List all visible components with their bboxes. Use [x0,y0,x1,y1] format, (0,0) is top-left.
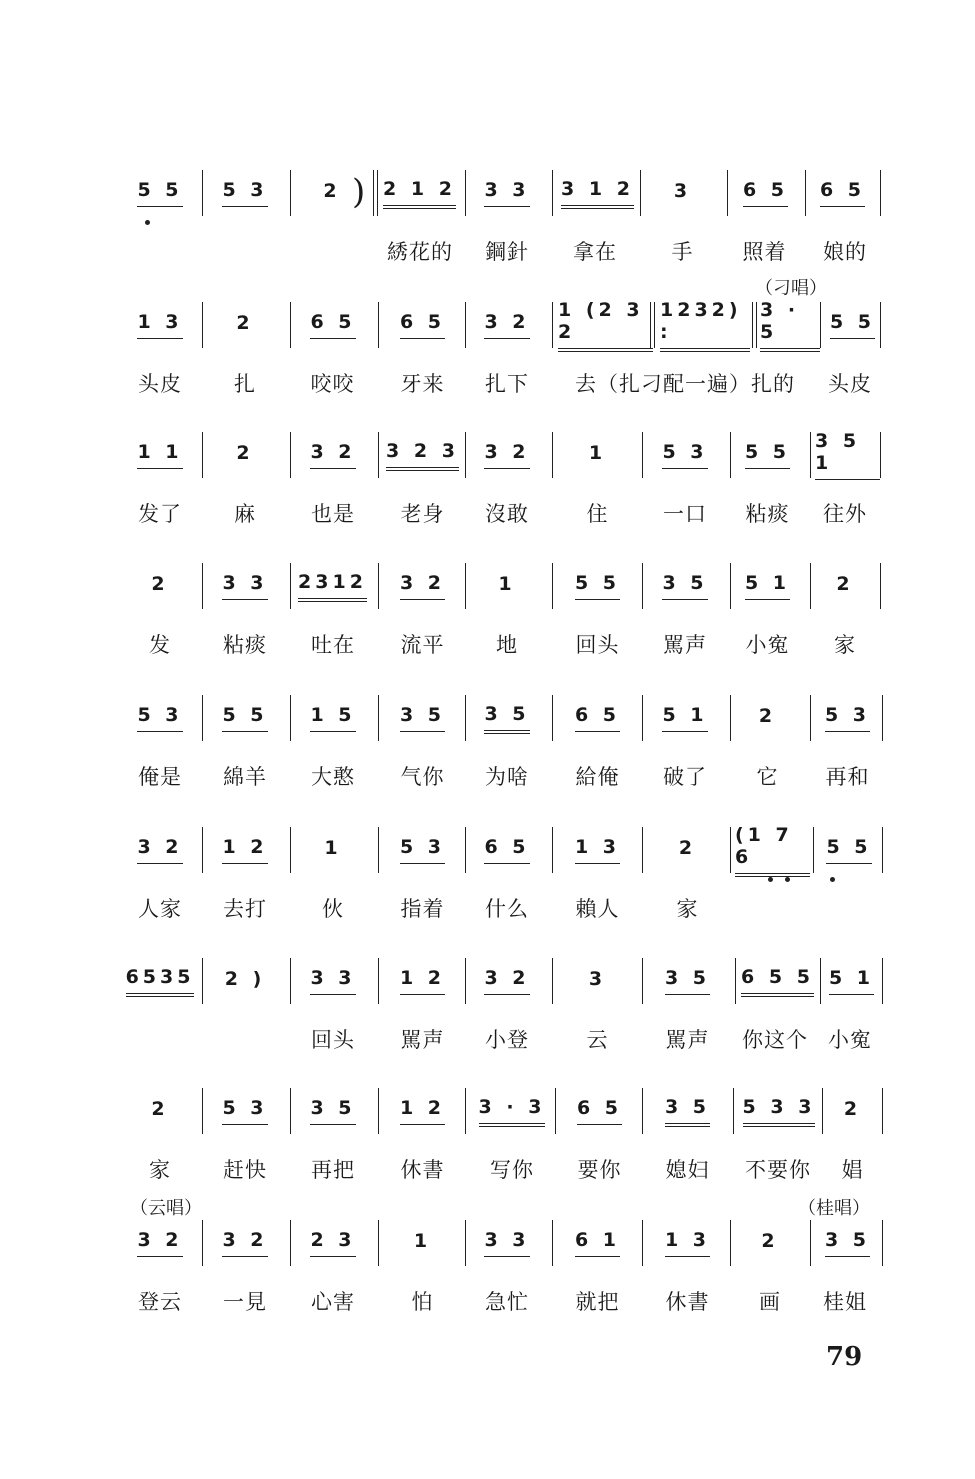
lyric: 駡声 [400,1028,445,1052]
lyric: 就把 [575,1290,620,1314]
barline [202,170,203,216]
note-group: 2 [758,704,777,727]
double-barline [377,170,378,216]
lyric: 娼 [841,1158,864,1182]
barline [813,827,814,873]
note-group: 3 2 3 [386,440,459,471]
notes-row [125,958,890,1004]
lyric: 手 [671,240,694,264]
lyric: 家 [676,897,699,921]
lyric-row [130,496,890,530]
lyric: 老身 [400,502,445,526]
barline [727,170,728,216]
lyric: 气你 [400,765,445,789]
lyric: 头皮 [138,372,182,396]
barline [882,1088,883,1134]
repeat-barline [654,302,655,348]
barline [882,1220,883,1266]
note-group: 3 · 3 [479,1096,546,1127]
lyric: 一見 [223,1290,267,1314]
lyric: 回头 [311,1028,355,1052]
note-group: 2 [836,572,854,595]
lyric: 往外 [823,502,867,526]
note-group: 2 [151,572,169,595]
note-group: 3 5 [662,572,707,600]
note-group: 3 2 [484,441,529,469]
barline [810,563,811,609]
lyric-row [130,891,890,925]
lyric: 也是 [311,502,355,526]
barline [290,432,291,478]
repeat-barline [752,302,753,348]
lyric: 綉花的 [387,240,453,264]
lyric: 它 [756,765,779,789]
lyric: 扎下 [485,372,529,396]
note-group: 3 3 [484,179,529,207]
lyric: 写你 [490,1158,534,1182]
note-group: 3 2 [484,311,529,339]
note-group: 3 2 [310,441,355,469]
lyric: 吐在 [311,633,355,657]
lyric: 云 [586,1028,609,1052]
barline [373,170,374,216]
barline [465,432,466,478]
note-group: 1 2 [400,1097,445,1125]
note-group: 5 5 [137,179,182,207]
note-group: 5 5 [575,572,620,600]
note-group: 5 3 [825,704,870,732]
lyric: 急忙 [485,1290,529,1314]
notes-row [130,563,890,609]
barline [290,170,291,216]
barline [552,302,553,348]
note-group: 6 5 [575,704,620,732]
lyric: 你这个 [742,1028,808,1052]
note-group: 5 5 [830,311,875,339]
note-group: 3 2 [400,572,445,600]
lyric: 家 [149,1158,171,1182]
barline [882,958,883,1004]
barline [202,302,203,348]
note-group: 2 [761,1229,779,1252]
lyric: 牙来 [400,372,445,396]
notes-row [130,432,890,478]
lyric-row [130,759,890,793]
barline [202,432,203,478]
note-group: 6535 [126,966,195,997]
lyric: 拿在 [573,240,617,264]
lyric: 咬咬 [310,372,355,396]
barline [730,1220,731,1266]
barline [810,695,811,741]
barline [552,170,553,216]
lyric: 休書 [665,1290,710,1314]
barline [465,695,466,741]
note-group: 1 [413,1229,432,1252]
note-group: 5 5 [826,836,871,864]
barline [290,827,291,873]
note-group: 3 5 [484,703,529,734]
note-group: 5 5 [745,441,790,469]
page-number: 79 [826,1342,863,1372]
barline [882,695,883,741]
lyric: 发 [149,633,171,657]
note-group: 6 5 [310,311,355,339]
note-group: 6 5 [577,1097,622,1125]
note-group: 3 1 2 [561,178,634,209]
note-group: 3 5 [665,967,710,995]
barline [465,170,466,216]
note-group: 5 5 [222,704,267,732]
note-group: 5 1 [829,967,874,995]
barline [202,1220,203,1266]
barline [642,958,643,1004]
barline [290,695,291,741]
lower-octave-dot [785,877,790,882]
note-group: 5 3 3 [743,1096,816,1127]
barline [756,302,757,348]
note-group: 3 3 [222,572,267,600]
lyric: 小寃 [745,633,790,657]
lyric: 去（扎刁配一遍）扎的 [575,372,795,396]
note-group: 3 5 [400,704,445,732]
barline [465,827,466,873]
barline [290,563,291,609]
note-group: 2 3 [310,1229,355,1257]
barline [733,1088,734,1134]
note-group: 6 1 [575,1229,620,1257]
lyric: 一口 [663,502,707,526]
note-group: 5 3 [662,441,707,469]
barline [290,958,291,1004]
barline [378,563,379,609]
note-group: 1 [498,572,516,595]
lyric: 不要你 [745,1158,811,1182]
barline [552,958,553,1004]
barline [822,1088,823,1134]
lyric: 回头 [575,633,620,657]
barline [552,827,553,873]
barline [555,1088,556,1134]
lyric: 媳妇 [665,1158,710,1182]
barline [465,302,466,348]
barline [730,695,731,741]
barline [882,827,883,873]
barline [552,563,553,609]
barline [805,170,806,216]
note-group: 1 1 [137,441,182,469]
note-group: 1 2 [400,967,445,995]
note-group: 2 [323,179,341,202]
note-group: 3 5 [310,1097,355,1125]
lower-octave-dot [145,220,150,225]
note-group: 1 3 [575,836,620,864]
lyric-row [130,1152,890,1186]
note-group: 2 [678,836,697,859]
lyric: 給俺 [575,765,620,789]
lyric-row [130,234,890,268]
role-marker: （云唱） [130,1198,202,1219]
notes-row [130,170,890,216]
lyric: 住 [586,502,609,526]
lyric: 麻 [234,502,256,526]
barline [290,1088,291,1134]
note-group: 6 5 [820,179,865,207]
role-marker: （刁唱） [755,278,827,299]
note-group: 5 3 [222,1097,267,1125]
lyric: 怕 [411,1290,434,1314]
lyric-row [130,1284,890,1318]
barline [378,302,379,348]
lyric: 发了 [138,502,182,526]
note-group: 1 3 [665,1229,710,1257]
lyric: 再和 [825,765,870,789]
lyric: 要你 [577,1158,622,1182]
notes-row [130,823,890,873]
lyric: 指着 [400,897,445,921]
barline [465,958,466,1004]
barline [552,1220,553,1266]
note-group: 3 5 [825,1229,870,1257]
barline [642,563,643,609]
note-group: 1 2 [222,836,267,864]
barline [880,563,881,609]
barline [378,1088,379,1134]
lower-octave-dot [830,877,835,882]
lyric: 俺是 [138,765,182,789]
barline [378,827,379,873]
lyric: 心害 [311,1290,355,1314]
note-group: 1 (2 3 2 [558,299,653,352]
note-group: 2 [236,311,254,334]
lyric: 家 [834,633,856,657]
note-group: 3 [588,967,607,990]
notes-row [130,1088,890,1134]
lyric-row [130,1022,890,1056]
barline [378,1220,379,1266]
note-group: 3 3 [310,967,355,995]
lyric: 鋼針 [485,240,529,264]
note-group: 6 5 [484,836,529,864]
note-group: 6 5 5 [741,966,814,997]
lyric: 小寃 [828,1028,872,1052]
note-group: 1 5 [310,704,355,732]
lyric: 駡声 [665,1028,710,1052]
barline [880,302,881,348]
note-group: 2 ) [224,967,266,990]
note-group: 1232) : [660,299,750,352]
note-group: 5 1 [662,704,707,732]
lyric: 休書 [400,1158,445,1182]
lyric: 破了 [663,765,707,789]
note-group: 3 2 [137,1229,182,1257]
note-group: 1 [588,441,607,464]
note-group: 6 5 [400,311,445,339]
barline [378,958,379,1004]
barline [642,1088,643,1134]
lyric: 去打 [223,897,267,921]
barline [552,695,553,741]
closing-paren: ) [352,172,366,212]
lyric: 画 [759,1290,781,1314]
note-group: 5 3 [137,704,182,732]
lyric: 为啥 [485,765,529,789]
lower-octave-dot [768,877,773,882]
lyric: 登云 [138,1290,182,1314]
barline [290,302,291,348]
barline [202,695,203,741]
note-group: 3 2 [484,967,529,995]
lyric: 粘痰 [745,502,790,526]
note-group: 2 [151,1097,169,1120]
barline [810,1220,811,1266]
barline [202,1088,203,1134]
barline [378,695,379,741]
barline [465,1088,466,1134]
note-group: 5 1 [745,572,790,600]
barline [880,432,881,478]
lyric-row [130,627,890,661]
note-group: 3 5 1 [815,430,880,480]
lyric: 綿羊 [223,765,267,789]
lyric: 伙 [322,897,344,921]
barline [735,958,736,1004]
lyric: 沒敢 [485,502,529,526]
note-group: (1 7 6 [735,824,810,877]
barline [552,432,553,478]
barline [730,827,731,873]
lyric: 娘的 [823,240,867,264]
lyric: 賴人 [575,897,620,921]
barline [290,1220,291,1266]
barline [202,827,203,873]
barline [730,432,731,478]
barline [642,827,643,873]
barline [642,432,643,478]
notes-row [130,1220,890,1266]
lyric: 流平 [400,633,445,657]
lyric: 再把 [311,1158,355,1182]
note-group: 2 [236,441,254,464]
note-group: 5 3 [222,179,267,207]
barline [730,563,731,609]
note-group: 1 [324,836,342,859]
barline [820,958,821,1004]
lyric: 赶快 [223,1158,267,1182]
note-group: 1 3 [137,311,182,339]
note-group: 2312 [298,571,367,602]
barline [810,432,811,478]
lyric: 人家 [138,897,182,921]
notes-row [130,695,890,741]
lyric: 小登 [485,1028,529,1052]
note-group: 2 [843,1097,862,1120]
barline [640,170,641,216]
lyric: 粘痰 [223,633,267,657]
lyric: 什么 [485,897,529,921]
lyric: 地 [496,633,518,657]
barline [202,563,203,609]
barline [202,958,203,1004]
note-group: 3 3 [484,1229,529,1257]
note-group: 3 5 [665,1096,710,1127]
barline [650,302,651,348]
barline [465,1220,466,1266]
note-group: 6 5 [743,179,788,207]
barline [465,563,466,609]
lyric: 头皮 [828,372,872,396]
note-group: 5 3 [400,836,445,864]
barline [642,695,643,741]
barline [642,1220,643,1266]
barline [820,302,821,348]
lyric: 桂姐 [823,1290,867,1314]
notes-row [130,298,890,348]
note-group: 2 1 2 [383,178,456,209]
role-marker: （桂唱） [798,1198,870,1219]
barline [880,170,881,216]
lyric-row [130,366,890,400]
lyric: 駡声 [663,633,707,657]
note-group: 3 [673,179,692,202]
note-group: 3 · 5 [760,299,820,352]
lyric: 扎 [234,372,256,396]
note-group: 3 2 [222,1229,267,1257]
lyric: 照着 [742,240,787,264]
note-group: 3 2 [137,836,182,864]
lyric: 大憨 [311,765,355,789]
barline [378,432,379,478]
